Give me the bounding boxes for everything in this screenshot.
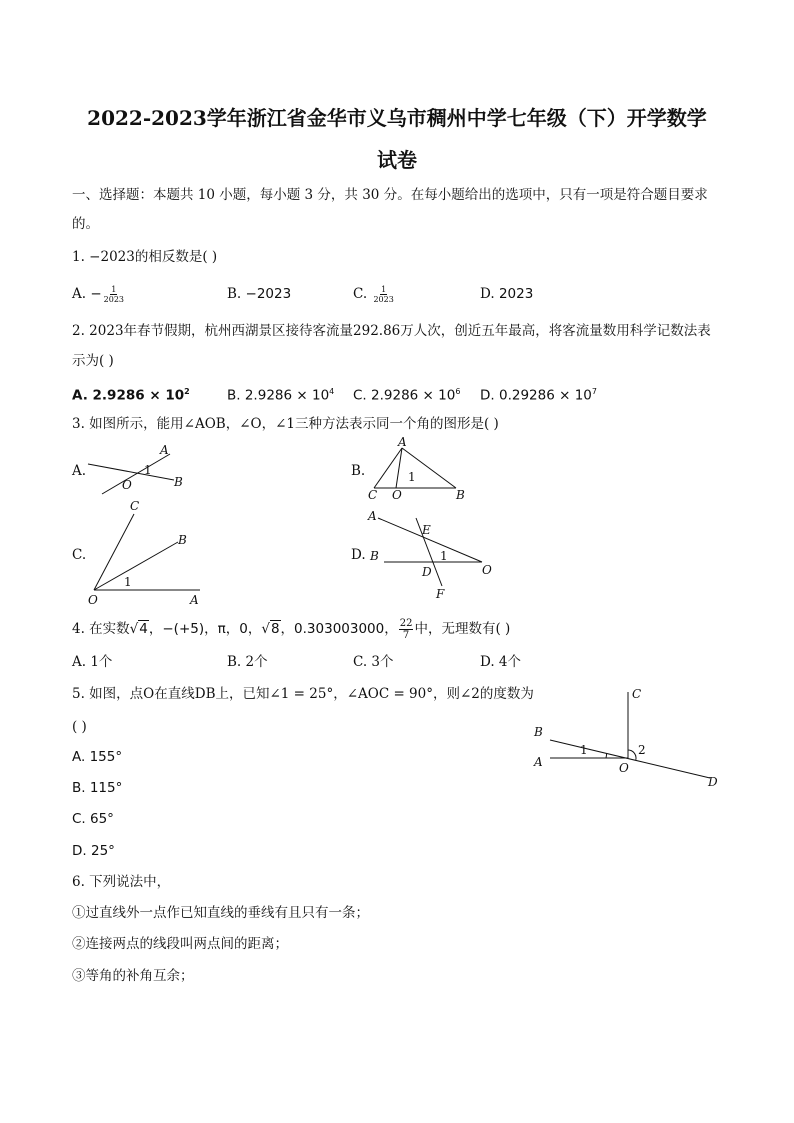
q5-label-b: B — [534, 725, 543, 739]
q4-items-2: ，0.303003000， — [280, 621, 398, 637]
q3-figure-b — [364, 436, 474, 502]
q1-option-b-label: B. — [227, 286, 242, 302]
q3d-label-b: B — [370, 549, 379, 563]
q3a-line-oa — [102, 454, 170, 494]
q3c-label-a: A — [190, 593, 199, 607]
q5-label-d: D — [708, 775, 718, 789]
q3-option-d-label[interactable]: D. — [351, 547, 366, 563]
q5-label-2: 2 — [638, 743, 646, 757]
q4-sqrt-8: √8 — [261, 621, 280, 637]
q1-option-c-fraction — [372, 285, 394, 304]
q3b-label-b: B — [456, 488, 465, 502]
q2-option-b-exp: 4 — [329, 387, 335, 396]
q1-option-c-label: C. — [353, 286, 368, 302]
q3c-label-c: C — [130, 499, 140, 513]
q1-option-b-value: −2023 — [245, 286, 292, 302]
q5-label-c: C — [632, 687, 642, 701]
q2-option-c[interactable] — [353, 383, 460, 405]
q3b-label-1: 1 — [408, 470, 416, 484]
q5-stem-line2: ( ) — [72, 719, 87, 735]
q5-arc-1 — [606, 753, 607, 758]
q2-option-b-text: B. 2.9286 × 10 — [227, 387, 330, 404]
section-instructions-line1: 一、选择题：本题共 10 小题，每小题 3 分，共 30 分。在每小题给出的选项中，只有一项是符合题目要求 — [72, 187, 708, 203]
q6-stem: 6. 下列说法中， — [72, 874, 171, 890]
q1-option-d-label: D. — [480, 286, 495, 302]
q5-label-o: O — [619, 761, 629, 775]
q5-figure — [528, 684, 724, 792]
q1-option-a-fraction — [103, 285, 125, 304]
q5-option-b[interactable]: B. 115° — [72, 780, 123, 796]
q6-statement-1: ①过直线外一点作已知直线的垂线有且只有一条； — [72, 905, 369, 921]
q1-option-a-sign: − — [90, 286, 102, 302]
q1-option-a[interactable] — [72, 285, 126, 304]
q3b-line-ac — [374, 448, 402, 488]
q3-figure-d — [364, 504, 504, 604]
q4-sqrt-4: √4 — [129, 621, 148, 637]
q4-sqrt-8-radicand: 8 — [270, 621, 280, 637]
q3a-label-b: B — [174, 475, 183, 489]
q1-option-d[interactable] — [480, 285, 533, 303]
q3b-label-a: A — [398, 436, 407, 449]
q6-statement-2: ②连接两点的线段叫两点间的距离； — [72, 936, 288, 952]
q4-option-d[interactable]: D. 4个 — [480, 654, 522, 670]
q6-statement-3: ③等角的补角互余； — [72, 968, 194, 984]
q2-option-a[interactable] — [72, 383, 190, 405]
section-instructions-line2: 的。 — [72, 216, 99, 232]
q3d-label-f: F — [436, 587, 445, 601]
q3b-label-c: C — [368, 488, 378, 502]
q3a-label-1: 1 — [144, 463, 152, 477]
q1-c-num: 1 — [381, 285, 387, 294]
q5-stem-line1: 5. 如图，点O在直线DB上，已知∠1 = 25°，∠AOC = 90°，则∠2的度数为 — [72, 686, 534, 702]
q3a-label-a: A — [160, 443, 169, 457]
q4-fraction — [399, 618, 414, 641]
q4-option-a[interactable]: A. 1个 — [72, 654, 113, 670]
q1-option-a-label: A. — [72, 286, 87, 302]
q2-option-b[interactable] — [227, 383, 334, 405]
q3d-label-a: A — [368, 509, 377, 523]
q1-option-d-value: 2023 — [498, 286, 534, 302]
q1-a-num: 1 — [111, 285, 117, 294]
q3-option-c-label[interactable]: C. — [72, 547, 87, 563]
q1-a-den: 2023 — [103, 295, 125, 304]
q5-label-1: 1 — [580, 743, 588, 757]
q5-option-a[interactable]: A. 155° — [72, 749, 123, 765]
q4-items-1: ，−(+5)，π，0， — [148, 621, 262, 637]
q4-stem-post: 中，无理数有( ) — [414, 621, 511, 637]
q2-option-a-exp: 2 — [184, 387, 190, 396]
q4-frac-den: 7 — [402, 630, 410, 641]
q4-sqrt-4-radicand: 4 — [139, 621, 148, 637]
q3d-label-1: 1 — [440, 549, 448, 563]
q3-option-b-label[interactable]: B. — [351, 463, 366, 479]
q3d-label-e: E — [422, 523, 431, 537]
q3-option-a-label[interactable]: A. — [72, 463, 87, 479]
q3b-line-ao — [396, 448, 402, 488]
q2-stem-line2: 示为( ) — [72, 353, 114, 369]
q5-label-a: A — [534, 755, 543, 769]
q4-stem — [72, 618, 510, 641]
q3-stem: 3. 如图所示，能用∠AOB，∠O，∠1三种方法表示同一个角的图形是( ) — [72, 416, 499, 432]
q2-option-a-text: A. 2.9286 × 10 — [72, 387, 185, 404]
page-title-line2: 试卷 — [377, 148, 417, 172]
q1-option-c[interactable] — [353, 285, 396, 304]
q5-option-c[interactable]: C. 65° — [72, 811, 114, 827]
q2-option-c-exp: 6 — [455, 387, 461, 396]
q3-figure-c — [84, 498, 214, 610]
q1-option-b[interactable] — [227, 285, 291, 303]
q2-option-d-exp: 7 — [591, 387, 597, 396]
q5-line-bd — [550, 740, 710, 778]
q4-stem-pre: 4. 在实数 — [72, 621, 130, 637]
q2-option-d-text: D. 0.29286 × 10 — [480, 387, 592, 404]
q4-frac-num: 22 — [399, 618, 413, 629]
q3c-label-b: B — [178, 533, 187, 547]
q4-option-c[interactable]: C. 3个 — [353, 654, 394, 670]
q2-stem-line1: 2. 2023年春节假期，杭州西湖景区接待客流量292.86万人次，创近五年最高，将客流量数用科学记数法表 — [72, 323, 711, 339]
q1-c-den: 2023 — [373, 295, 394, 304]
q1-stem: 1. −2023的相反数是( ) — [72, 249, 218, 265]
q5-option-d[interactable]: D. 25° — [72, 843, 115, 859]
q3-figure-a — [86, 442, 196, 498]
page-title-line1: 2022-2023学年浙江省金华市义乌市稠州中学七年级（下）开学数学 — [87, 106, 707, 130]
q3d-label-d: D — [422, 565, 432, 579]
q2-option-d[interactable] — [480, 383, 597, 405]
q3d-label-o: O — [482, 563, 492, 577]
q3a-label-o: O — [122, 478, 132, 492]
q2-option-c-text: C. 2.9286 × 10 — [353, 387, 456, 404]
q3c-label-1: 1 — [124, 575, 132, 589]
q3b-label-o: O — [392, 488, 402, 502]
q3c-label-o: O — [88, 593, 98, 607]
q4-option-b[interactable]: B. 2个 — [227, 654, 268, 670]
